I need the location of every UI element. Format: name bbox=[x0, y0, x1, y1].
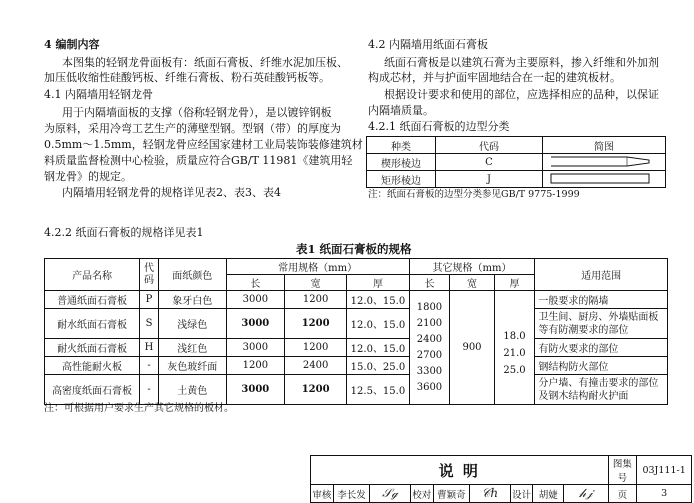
length: 1200 bbox=[226, 357, 284, 375]
paragraph-line: 料质量监督检测中心检验，质量应符合GB/T 11981《建筑用轻 bbox=[44, 154, 353, 167]
page-label: 页 bbox=[608, 485, 637, 503]
design-label: 设计 bbox=[510, 485, 533, 503]
paragraph-line: 内隔墙用轻钢龙骨的规格详见表2、表3、表4 bbox=[62, 186, 281, 199]
other-thickness: 25.0 bbox=[503, 365, 526, 376]
designer-signature bbox=[564, 485, 608, 503]
usage-scope-line: 及钢木结构耐火护面 bbox=[538, 390, 629, 402]
product-name: 耐火纸面石膏板 bbox=[45, 339, 140, 357]
paragraph-line: 根据设计要求和使用的部位，应选择相应的品种，以保证 bbox=[384, 88, 659, 101]
table-row bbox=[45, 375, 668, 405]
col-header: 宽 bbox=[285, 275, 347, 291]
edge-note: 注：纸面石膏板的边型分类参见GB/T 9775-1999 bbox=[368, 189, 580, 200]
edge-code-cell: J bbox=[436, 171, 543, 188]
check-label: 校对 bbox=[410, 485, 433, 503]
usage-scope-line: 等有防潮要求的部位 bbox=[538, 324, 629, 336]
paper-color: 土黄色 bbox=[158, 375, 226, 405]
edge-type-table bbox=[366, 136, 666, 188]
table-row bbox=[45, 339, 668, 357]
usage-scope: 一般要求的隔墙 bbox=[535, 291, 668, 309]
other-width: 900 bbox=[450, 291, 494, 405]
designer-name: 胡婕 bbox=[533, 485, 564, 503]
subsection-heading: 4.2.2 纸面石膏板的规格详见表1 bbox=[44, 226, 204, 239]
usage-scope bbox=[535, 309, 668, 339]
other-length: 3600 bbox=[416, 381, 443, 393]
usage-scope-line: 分户墙、有撞击要求的部位 bbox=[538, 377, 659, 389]
other-length: 3300 bbox=[416, 365, 443, 377]
square-edge-diagram bbox=[543, 171, 666, 188]
length: 3000 bbox=[226, 291, 284, 309]
other-length: 2700 bbox=[416, 349, 443, 361]
board-spec-table bbox=[44, 258, 668, 405]
drawing-title: 说 明 bbox=[311, 456, 609, 485]
product-code: - bbox=[140, 375, 159, 405]
usage-scope bbox=[535, 375, 668, 405]
length: 3000 bbox=[226, 339, 284, 357]
checker-signature bbox=[470, 485, 511, 503]
signature-glyph: 𝒮ℊ bbox=[382, 486, 398, 500]
col-header: 面纸颜色 bbox=[158, 259, 226, 291]
edge-kind-cell: 楔形棱边 bbox=[367, 154, 436, 171]
other-length-cell bbox=[409, 291, 450, 405]
product-name: 高性能耐火板 bbox=[45, 357, 140, 375]
width: 1200 bbox=[285, 309, 347, 339]
col-header: 长 bbox=[409, 275, 450, 291]
subsection-heading: 4.2.1 纸面石膏板的边型分类 bbox=[368, 120, 510, 133]
product-code: S bbox=[140, 309, 159, 339]
product-code: H bbox=[140, 339, 159, 357]
paragraph-line: 纸面石膏板是以建筑石膏为主要原料，掺入纤维和外加剂 bbox=[384, 56, 659, 69]
square-edge-icon bbox=[549, 172, 659, 184]
checker-name: 曹颖奇 bbox=[433, 485, 470, 503]
other-thickness: 21.0 bbox=[503, 348, 526, 359]
atlas-no: 03J111-1 bbox=[637, 456, 692, 485]
paper-color: 灰色玻纤面 bbox=[158, 357, 226, 375]
paragraph-line: 本图集的轻钢龙骨面板有：纸面石膏板、纤维水泥加压板、 bbox=[62, 56, 348, 69]
atlas-no-label: 图集号 bbox=[608, 456, 637, 485]
tapered-edge-icon bbox=[549, 155, 659, 167]
col-header: 适用范围 bbox=[535, 259, 668, 291]
table-row bbox=[45, 357, 668, 375]
thickness: 12.0、15.0 bbox=[347, 309, 409, 339]
other-thickness: 18.0 bbox=[503, 331, 526, 342]
table-row bbox=[45, 309, 668, 339]
title-block bbox=[310, 455, 692, 503]
thickness: 15.0、25.0 bbox=[347, 357, 409, 375]
table-header: 简图 bbox=[543, 137, 666, 154]
other-length: 2100 bbox=[416, 317, 443, 329]
product-code: P bbox=[140, 291, 159, 309]
thickness: 12.0、15.0 bbox=[347, 339, 409, 357]
width: 2400 bbox=[285, 357, 347, 375]
width: 1200 bbox=[285, 375, 347, 405]
usage-scope: 钢结构防火部位 bbox=[535, 357, 668, 375]
col-header: 厚 bbox=[494, 275, 535, 291]
signature-glyph: 𝒽𝒿 bbox=[579, 486, 593, 500]
subsection-heading: 4.1 内隔墙用轻钢龙骨 bbox=[44, 88, 153, 101]
width: 1200 bbox=[285, 291, 347, 309]
edge-kind-cell: 矩形棱边 bbox=[367, 171, 436, 188]
other-length: 1800 bbox=[416, 301, 443, 313]
width: 1200 bbox=[285, 339, 347, 357]
paper-color: 浅绿色 bbox=[158, 309, 226, 339]
thickness: 12.0、15.0 bbox=[347, 291, 409, 309]
thickness: 12.5、15.0 bbox=[347, 375, 409, 405]
reviewer-signature bbox=[370, 485, 411, 503]
col-header: 代码 bbox=[140, 259, 159, 291]
review-label: 审核 bbox=[311, 485, 334, 503]
paper-color: 象牙白色 bbox=[158, 291, 226, 309]
other-thickness-cell bbox=[494, 291, 535, 405]
col-header: 宽 bbox=[450, 275, 494, 291]
paragraph-line: 构成芯材，并与护面牢固地结合在一起的建筑板材。 bbox=[368, 71, 621, 84]
product-name: 普通纸面石膏板 bbox=[45, 291, 140, 309]
usage-scope-line: 卫生间、厨房、外墙贴面板 bbox=[538, 311, 659, 323]
paper-color: 浅红色 bbox=[158, 339, 226, 357]
other-length: 2400 bbox=[416, 333, 443, 345]
col-header: 产品名称 bbox=[45, 259, 140, 291]
table-row bbox=[45, 291, 668, 309]
table-note: 注：可根据用户要求生产其它规格的板材。 bbox=[44, 403, 234, 414]
reviewer-name: 李长发 bbox=[333, 485, 370, 503]
paragraph-line: 0.5mm～1.5mm，轻钢龙骨应经国家建材工业局装饰装修建筑材 bbox=[44, 138, 363, 151]
paragraph-line: 用于内隔墙面板的支撑（俗称轻钢龙骨），是以镀锌钢板 bbox=[62, 106, 332, 119]
col-header: 长 bbox=[226, 275, 284, 291]
edge-code-cell: C bbox=[436, 154, 543, 171]
paragraph-line: 为原料，采用冷弯工艺生产的薄壁型钢。型钢（带）的厚度为 bbox=[44, 122, 341, 135]
paragraph-line: 内隔墙质量。 bbox=[368, 104, 434, 117]
product-name: 耐水纸面石膏板 bbox=[45, 309, 140, 339]
table-header: 代码 bbox=[436, 137, 543, 154]
col-header: 厚 bbox=[347, 275, 409, 291]
section-heading: 4 编制内容 bbox=[44, 38, 100, 51]
page-number: 3 bbox=[637, 485, 692, 503]
tapered-edge-diagram bbox=[543, 154, 666, 171]
usage-scope: 有防火要求的部位 bbox=[535, 339, 668, 357]
signature-glyph: 𝒞ℎ bbox=[481, 486, 499, 500]
table-header: 种类 bbox=[367, 137, 436, 154]
length: 3000 bbox=[226, 309, 284, 339]
product-name: 高密度纸面石膏板 bbox=[45, 375, 140, 405]
paragraph-line: 钢龙骨》的规定。 bbox=[44, 170, 132, 183]
table-title: 表1 纸面石膏板的规格 bbox=[296, 242, 412, 256]
col-header: 常用规格（mm） bbox=[226, 259, 409, 275]
paragraph-line: 加压低收缩性硅酸钙板、纤维石膏板、粉石英硅酸钙板等。 bbox=[44, 71, 330, 84]
col-header: 其它规格（mm） bbox=[409, 259, 535, 275]
product-code: - bbox=[140, 357, 159, 375]
subsection-heading: 4.2 内隔墙用纸面石膏板 bbox=[368, 38, 488, 51]
length: 3000 bbox=[226, 375, 284, 405]
